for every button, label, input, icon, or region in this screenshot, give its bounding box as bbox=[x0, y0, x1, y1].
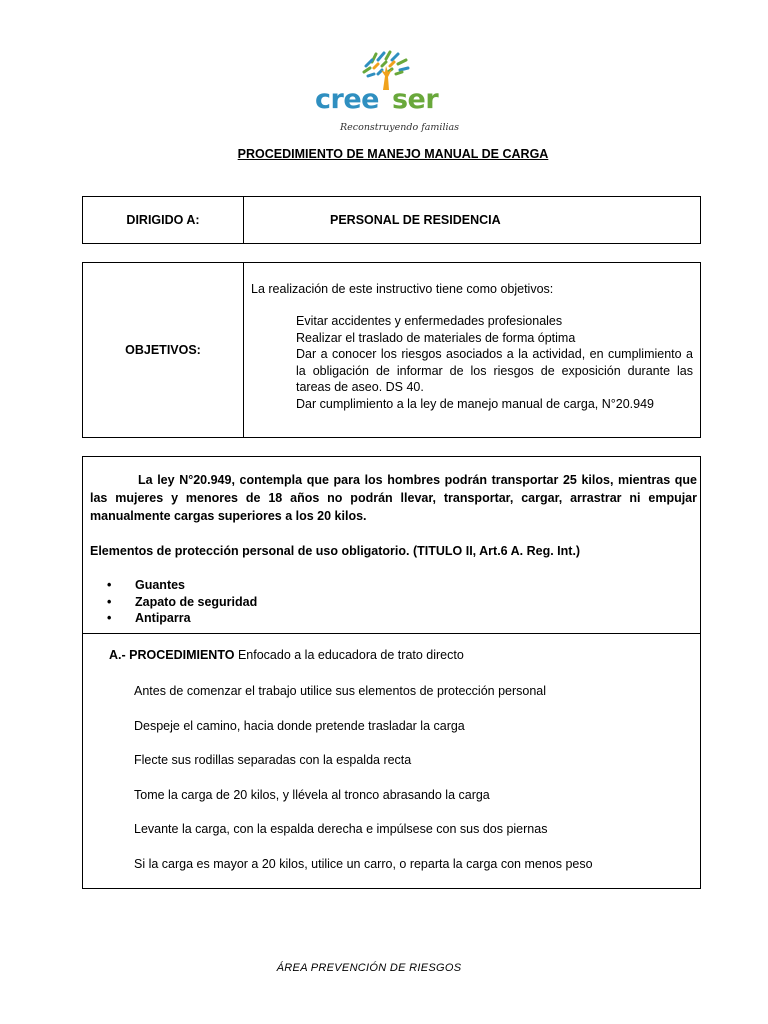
objetivo-item: Dar cumplimiento a la ley de manejo manual de carga, N°20.949 bbox=[296, 396, 654, 411]
epp-item: • Antiparra bbox=[107, 611, 191, 625]
dirigido-label: DIRIGIDO A: bbox=[83, 197, 244, 244]
objetivo-item: Realizar el traslado de materiales de forma óptima bbox=[296, 330, 576, 345]
objetivos-intro: La realización de este instructivo tiene como objetivos: bbox=[251, 282, 554, 296]
law-paragraph bbox=[90, 471, 697, 525]
procedure-step: Antes de comenzar el trabajo utilice sus elementos de protección personal bbox=[134, 684, 547, 698]
law-text: La ley N°20.949, contempla que para los hombres podrán transportar 25 kilos, mientras que las mujeres y menores de 18 años no podrán llevar, transportar, cargar, arrastrar ni empujar manualmente cargas superiores a los 20 kilos. bbox=[90, 473, 697, 523]
bullet-icon: • bbox=[107, 611, 112, 625]
objetivo-item: Evitar accidentes y enfermedades profesionales bbox=[296, 314, 563, 328]
objetivos-table bbox=[82, 262, 701, 438]
procedure-step: Tome la carga de 20 kilos, y llévela al tronco abrasando la carga bbox=[134, 788, 490, 802]
dirigido-table bbox=[82, 196, 701, 244]
bullet-icon: • bbox=[107, 594, 112, 609]
procedure-step: Flecte sus rodillas separadas con la espalda recta bbox=[134, 753, 412, 767]
bullet-icon: • bbox=[107, 578, 112, 592]
epp-item: • Zapato de seguridad bbox=[107, 594, 258, 609]
procedure-step: Levante la carga, con la espalda derecha e impúlsese con sus dos piernas bbox=[134, 822, 548, 836]
procedure-box bbox=[82, 456, 701, 889]
procedure-title: A.- PROCEDIMIENTO Enfocado a la educadora de trato directo bbox=[109, 648, 464, 662]
page-footer: ÁREA PREVENCIÓN DE RIESGOS bbox=[276, 962, 462, 974]
document-title: PROCEDIMIENTO DE MANEJO MANUAL DE CARGA bbox=[237, 147, 549, 161]
objetivo-item: Dar a conocer los riesgos asociados a la actividad, en cumplimiento a la obligación de informar de los riesgos de exposición durante las tareas de aseo. DS 40. bbox=[296, 347, 693, 394]
section-divider bbox=[83, 633, 700, 634]
dirigido-value: PERSONAL DE RESIDENCIA bbox=[244, 197, 701, 244]
objetivos-label: OBJETIVOS: bbox=[83, 263, 244, 438]
epp-list bbox=[107, 577, 257, 627]
creeser-logo bbox=[312, 50, 460, 138]
logo-wordmark: cree ser bbox=[315, 84, 439, 115]
logo-tagline: Reconstruyendo familias bbox=[340, 122, 460, 133]
epp-title: Elementos de protección personal de uso obligatorio. (TITULO II, Art.6 A. Reg. Int.) bbox=[90, 544, 581, 558]
objetivos-content bbox=[244, 263, 701, 438]
procedure-step: Si la carga es mayor a 20 kilos, utilice un carro, o reparta la carga con menos peso bbox=[134, 857, 593, 871]
procedure-step: Despeje el camino, hacia donde pretende trasladar la carga bbox=[134, 719, 465, 733]
objetivos-list bbox=[296, 313, 693, 412]
epp-item: • Guantes bbox=[107, 578, 186, 592]
